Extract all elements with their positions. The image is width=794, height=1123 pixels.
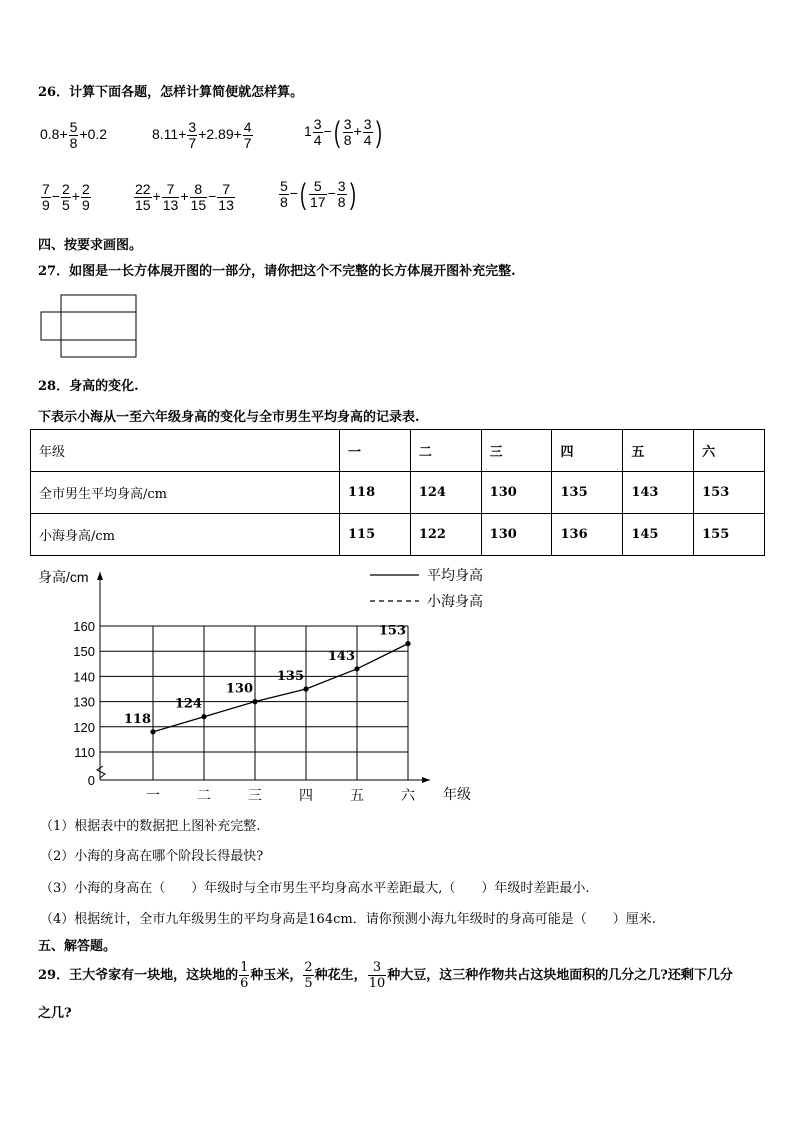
- table-cell: 155: [694, 514, 765, 556]
- data-point: [354, 666, 359, 671]
- y-tick-label: 150: [73, 644, 95, 660]
- table-cell: 145: [623, 514, 694, 556]
- y-tick-label: 160: [73, 619, 95, 634]
- table-cell: 二: [410, 430, 481, 472]
- q26-expr-4: $\frac{7}{9}$ − $\frac{2}{5}$ + $\frac{2}{9}$: [42, 181, 90, 213]
- table-cell: 三: [481, 430, 552, 472]
- table-cell: 143: [623, 472, 694, 514]
- data-point: [405, 641, 410, 646]
- q26-expr-3: 1 $\frac{3}{4}$ −( $\frac{3}{8}$ + $\frac{3}{4}$ ): [304, 115, 382, 149]
- table-cell: 年级: [31, 430, 340, 472]
- table-cell: 122: [410, 514, 481, 556]
- q28-sub4: （4）根据统计，全市九年级男生的平均身高是164cm．请你预测小海九年级时的身高可能是（ ）厘米.: [40, 912, 656, 927]
- height-line-chart: [30, 562, 500, 812]
- y-tick-label: 110: [74, 745, 95, 760]
- legend-label-average: 平均身高: [427, 568, 483, 584]
- q28-sub2: （2）小海的身高在哪个阶段长得最快?: [40, 849, 264, 864]
- data-point: [201, 714, 206, 719]
- q28-sub1: （1）根据表中的数据把上图补充完整.: [40, 819, 261, 834]
- data-point: [303, 686, 308, 691]
- chart-series: [124, 624, 411, 735]
- height-record-table: [30, 429, 765, 556]
- table-cell: 118: [340, 472, 411, 514]
- q26-expr-5: $\frac{22}{15}$ + $\frac{7}{13}$ + $\frac{8}{15}$ − $\frac{7}{13}$: [135, 181, 234, 213]
- section-5-heading: 五、解答题。: [38, 939, 117, 954]
- data-label: 143: [327, 648, 355, 664]
- q28-sub3: （3）小海的身高在（ ）年级时与全市男生平均身高水平差距最大,（ ）年级时差距最小.: [40, 881, 590, 896]
- q26-title: 26．计算下面各题，怎样计算简便就怎样算。: [38, 85, 304, 100]
- chart-xlabel: 年级: [443, 787, 471, 803]
- chart-axes: [97, 572, 430, 783]
- q29-line1: 29．王大爷家有一块地，这块地的 $\frac{1}{6}$ 种玉米， $\frac{2}{5}$ 种花生， $\frac{3}{10}$ 种大豆，这三种作物共占这块地面积的几分之几?还剩下几分: [38, 960, 733, 991]
- y-tick-label: 120: [73, 719, 95, 735]
- table-cell: 小海身高/cm: [31, 514, 340, 556]
- data-point: [150, 729, 155, 734]
- cuboid-net-figure: [38, 292, 142, 362]
- series-line-average: [153, 644, 408, 732]
- table-row: [31, 430, 765, 472]
- q27-text: 27．如图是一长方体展开图的一部分，请你把这个不完整的长方体展开图补充完整.: [38, 264, 516, 279]
- data-label: 118: [123, 711, 151, 727]
- table-cell: 115: [340, 514, 411, 556]
- table-row: [31, 514, 765, 556]
- data-label: 130: [225, 681, 253, 697]
- y-axis-arrow: [97, 572, 103, 580]
- chart-ylabel: 身高/cm: [38, 569, 89, 585]
- q26-expr-1: 0.8+ $\frac{5}{8}$ +0.2: [40, 119, 108, 151]
- table-cell: 124: [410, 472, 481, 514]
- q29-line2: 之几?: [38, 1006, 72, 1021]
- table-cell: 五: [623, 430, 694, 472]
- data-point: [252, 699, 257, 704]
- x-tick-label: 四: [299, 788, 313, 804]
- x-tick-label: 五: [350, 788, 364, 804]
- y-tick-label: 0: [87, 773, 95, 788]
- x-tick-label: 三: [248, 788, 262, 804]
- y-tick-label: 130: [73, 694, 95, 710]
- q28-title: 28．身高的变化.: [38, 379, 139, 394]
- q28-intro: 下表示小海从一至六年级身高的变化与全市男生平均身高的记录表.: [38, 410, 420, 425]
- table-cell: 全市男生平均身高/cm: [31, 472, 340, 514]
- q26-expr-2: 8.11+ $\frac{3}{7}$ +2.89+ $\frac{4}{7}$: [152, 119, 252, 151]
- table-cell: 四: [552, 430, 623, 472]
- legend-label-xiaohai: 小海身高: [427, 594, 483, 610]
- table-cell: 一: [340, 430, 411, 472]
- data-label: 153: [378, 623, 406, 639]
- table-cell: 135: [552, 472, 623, 514]
- table-cell: 六: [694, 430, 765, 472]
- x-tick-label: 一: [146, 788, 160, 804]
- table-row: [31, 472, 765, 514]
- data-label: 135: [276, 669, 304, 684]
- table-cell: 130: [481, 514, 552, 556]
- x-tick-label: 六: [401, 788, 415, 804]
- table-cell: 130: [481, 472, 552, 514]
- table-cell: 153: [694, 472, 765, 514]
- x-tick-label: 二: [197, 788, 211, 804]
- section-4-heading: 四、按要求画图。: [38, 238, 143, 253]
- data-label: 124: [174, 696, 202, 712]
- axis-break: [97, 766, 105, 778]
- table-cell: 136: [552, 514, 623, 556]
- q26-expr-6: $\frac{5}{8}$ −( $\frac{5}{17}$ − $\frac{3}{8}$ ): [280, 177, 356, 211]
- x-axis-arrow: [422, 777, 430, 783]
- y-tick-label: 140: [73, 669, 95, 685]
